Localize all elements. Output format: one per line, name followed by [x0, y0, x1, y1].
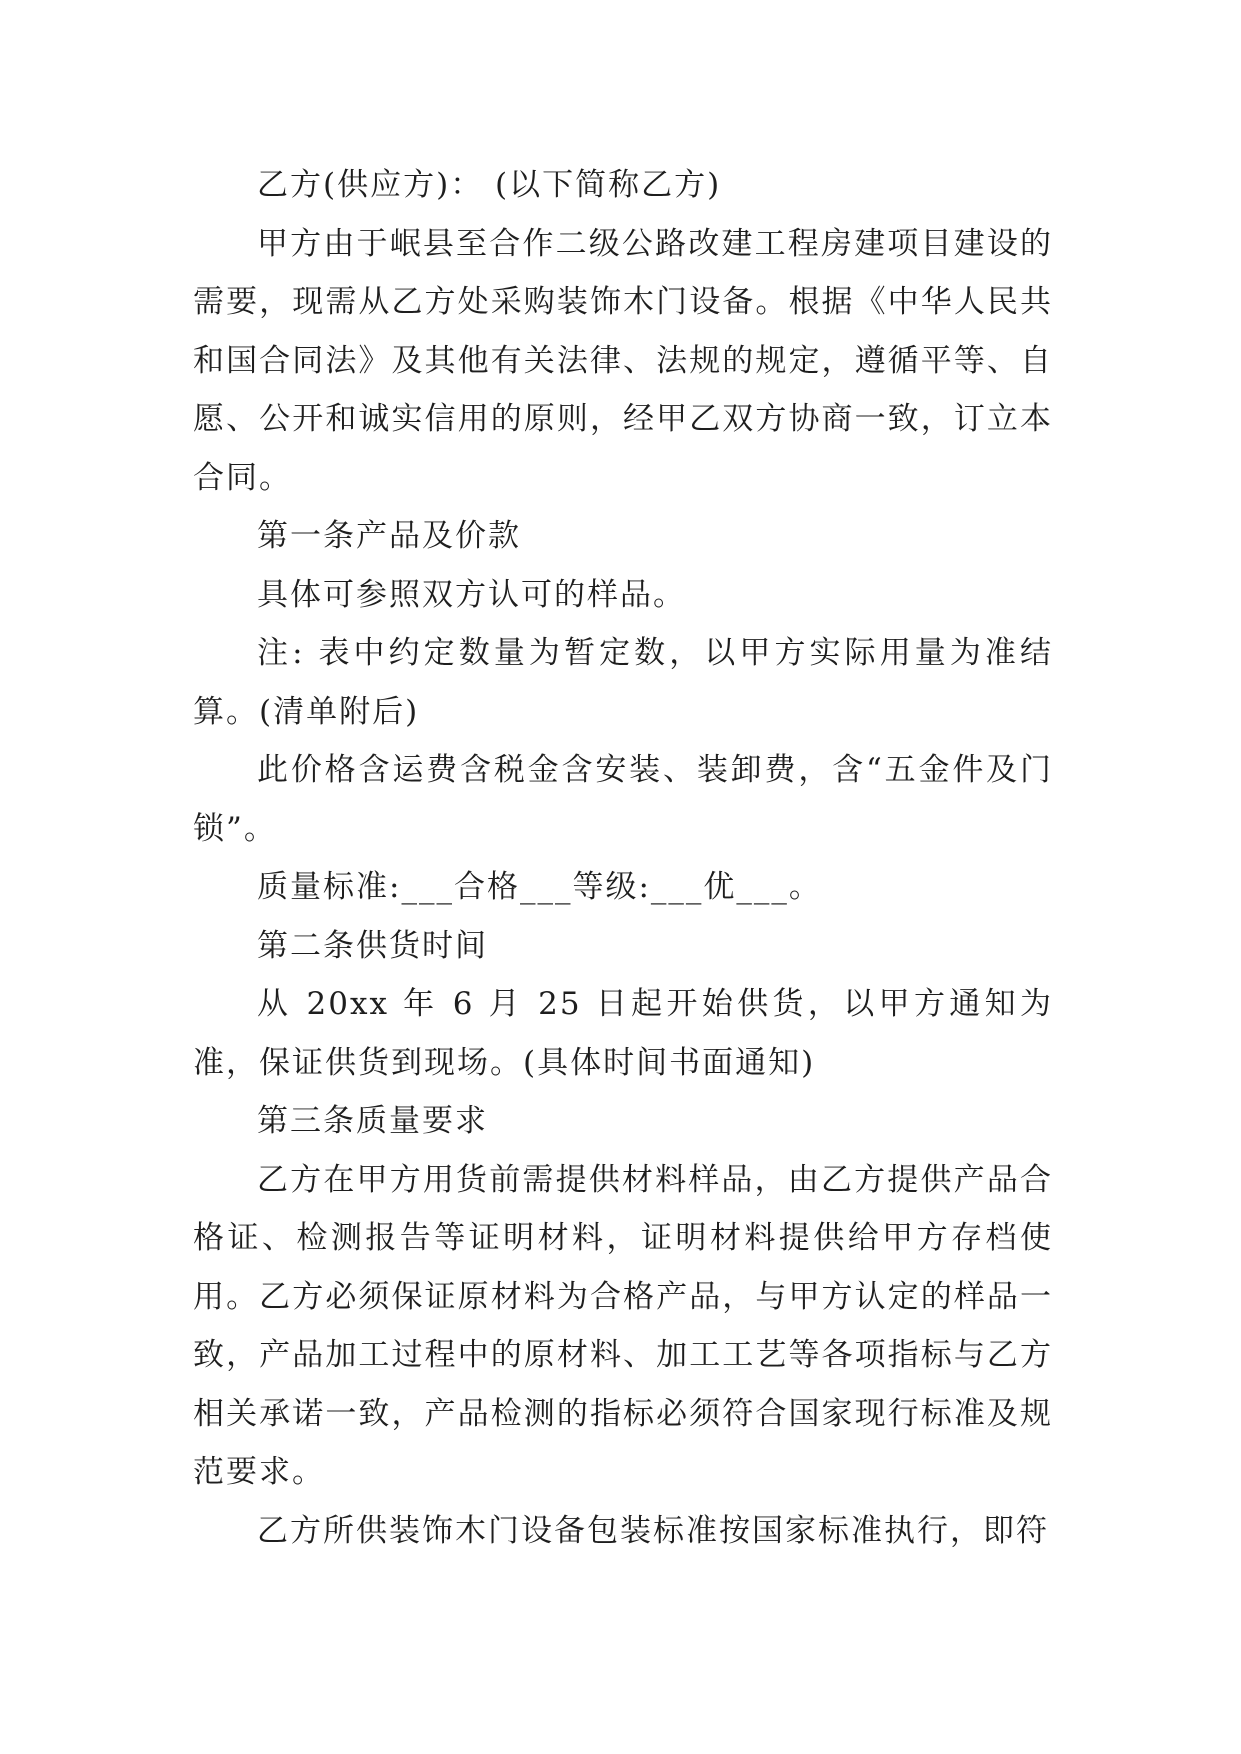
article-3-heading: 第三条质量要求 [257, 1103, 488, 1139]
article-2-heading: 第二条供货时间 [257, 927, 488, 964]
contract-preamble-paragraph: 甲方由于岷县至合作二级公路改建工程房建项目建设的需要，现需从乙方处采购装饰木门设备。根据《中华人民共和国合同法》及其他有关法律、法规的规定，遵循平等、自愿、公开和诚实信用的原则，经甲乙双方协商一致，订立本合同。 [193, 225, 1053, 496]
document-body [193, 156, 1053, 1560]
packaging-standard-paragraph: 乙方所供装饰木门设备包装标准按国家标准执行，即符 [257, 1512, 1049, 1549]
article-1-heading: 第一条产品及价款 [257, 518, 521, 554]
price-inclusion-paragraph: 此价格含运费含税金含安装、装卸费，含“五金件及门锁”。 [193, 752, 1053, 847]
quality-requirement-paragraph: 乙方在甲方用货前需提供材料样品，由乙方提供产品合格证、检测报告等证明材料，证明材料提供给甲方存档使用。乙方必须保证原材料为合格产品，与甲方认定的样品一致，产品加工过程中的原材料、加工工艺等各项指标与乙方相关承诺一致，产品检测的指标必须符合国家现行标准及规范要求。 [193, 1161, 1053, 1490]
supplier-party-line: 乙方(供应方)： (以下简称乙方) [257, 167, 722, 203]
supply-time-paragraph: 从 20xx 年 6 月 25 日起开始供货，以甲方通知为准，保证供货到现场。(具体时间书面通知) [193, 986, 1053, 1081]
quality-standard-line: 质量标准:___合格___等级:___优___。 [257, 869, 822, 905]
sample-reference-paragraph: 具体可参照双方认可的样品。 [257, 576, 686, 613]
quantity-note-paragraph: 注: 表中约定数量为暂定数，以甲方实际用量为准结算。(清单附后) [193, 635, 1053, 730]
